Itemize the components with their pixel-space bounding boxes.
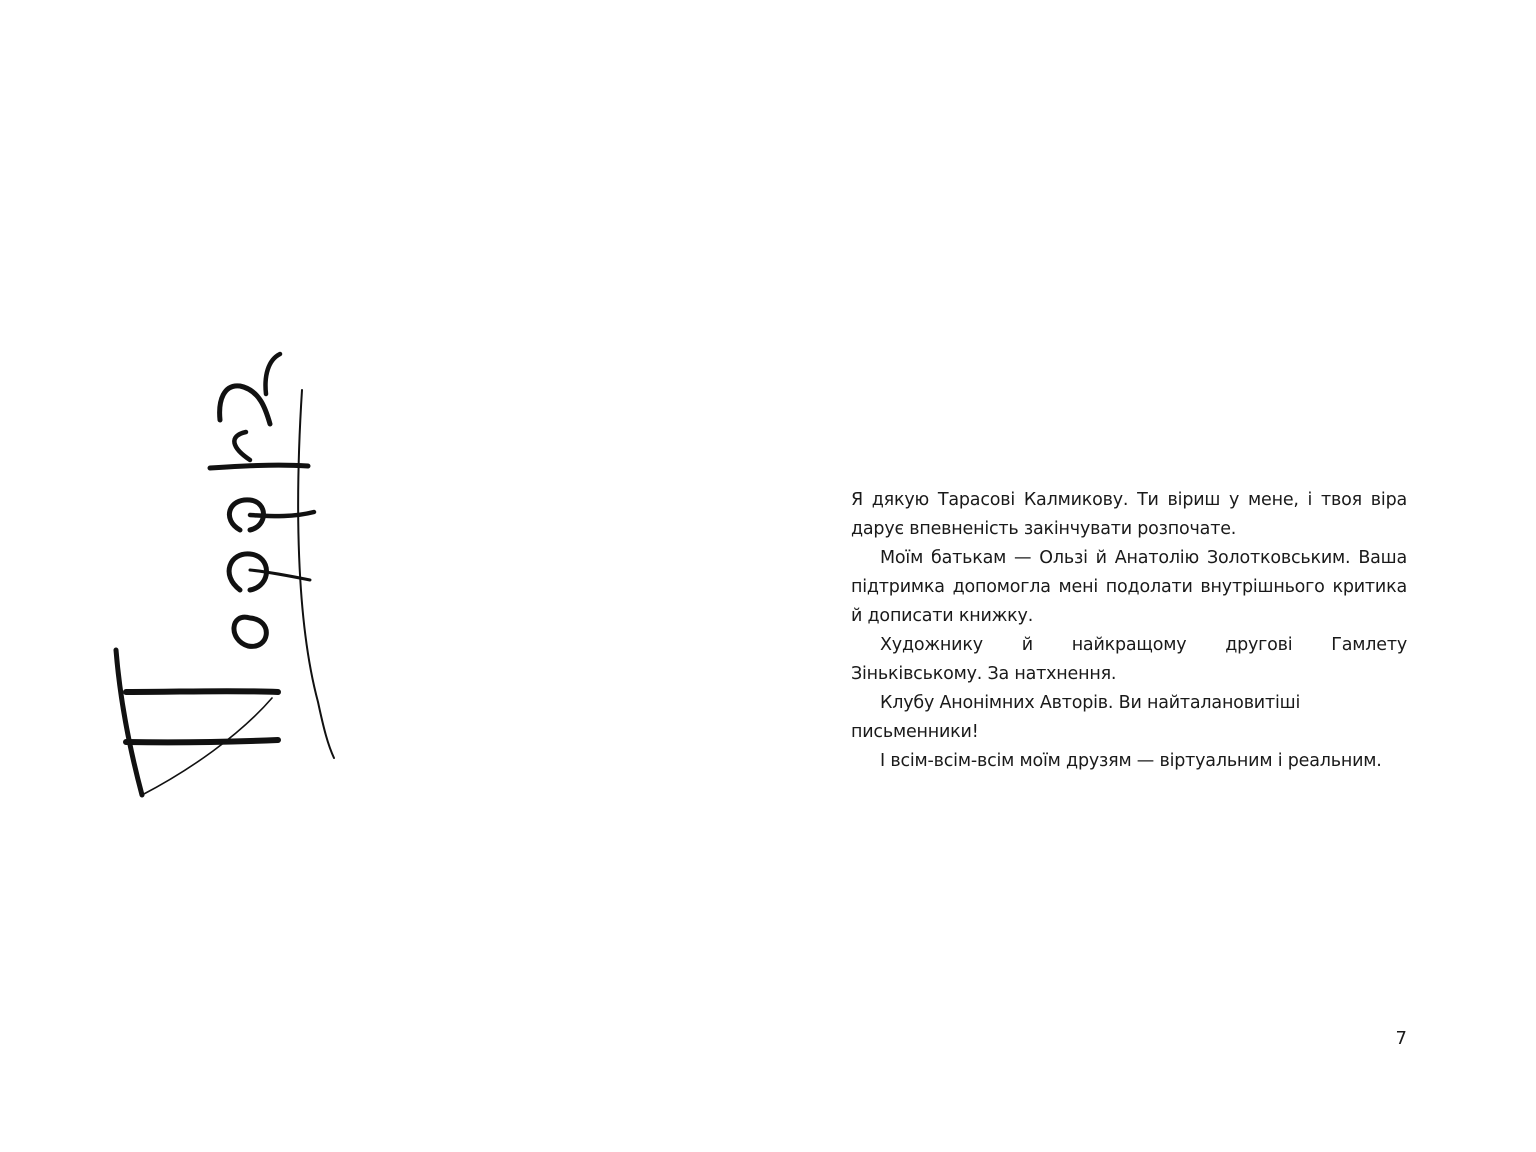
acknowledgement-paragraph: Художнику й найкращому другові Гамлету Зіньківському. За натхнення. (851, 635, 1407, 684)
acknowledgement-paragraph: Клубу Анонімних Авторів. Ви найталановитіші письменники! (851, 693, 1301, 742)
acknowledgement-paragraph: Я дякую Тарасові Калмикову. Ти віриш у мене, і твоя віра дарує впевненість закінчувати розпочате. (851, 490, 1407, 539)
page-number: 7 (1395, 1028, 1407, 1049)
acknowledgement-paragraph: І всім-всім-всім моїм друзям — віртуальним і реальним. (880, 751, 1382, 771)
acknowledgements-body (851, 486, 1407, 776)
acknowledgement-paragraph: Моїм батькам — Ользі й Анатолію Золотковським. Ваша підтримка допомогла мені подолати внутрішнього критика й дописати книжку. (851, 548, 1407, 626)
handwritten-title-lettering (100, 340, 350, 810)
handwritten-title (100, 340, 350, 810)
